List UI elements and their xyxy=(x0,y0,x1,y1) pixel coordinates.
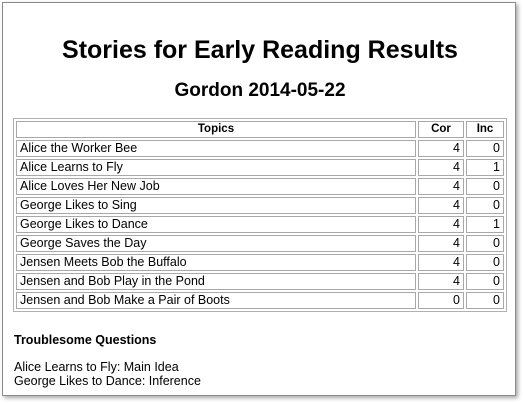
cor-cell: 4 xyxy=(418,254,464,271)
student-date-subtitle: Gordon 2014-05-22 xyxy=(174,80,346,101)
topic-cell: Jensen and Bob Play in the Pond xyxy=(16,273,416,290)
table-row xyxy=(16,235,504,252)
troublesome-questions-list xyxy=(14,360,201,388)
troublesome-questions-heading: Troublesome Questions xyxy=(14,333,157,347)
cor-cell: 4 xyxy=(418,273,464,290)
column-header-inc: Inc xyxy=(466,121,504,138)
topic-cell: Jensen Meets Bob the Buffalo xyxy=(16,254,416,271)
page-title: Stories for Early Reading Results xyxy=(62,36,458,64)
cor-cell: 4 xyxy=(418,216,464,233)
topic-cell: George Likes to Sing xyxy=(16,197,416,214)
topic-cell: George Likes to Dance xyxy=(16,216,416,233)
topic-cell: Alice the Worker Bee xyxy=(16,140,416,157)
inc-cell: 0 xyxy=(466,254,504,271)
cor-cell: 4 xyxy=(418,178,464,195)
inc-cell: 1 xyxy=(466,159,504,176)
table-row xyxy=(16,273,504,290)
inc-cell: 0 xyxy=(466,140,504,157)
topic-cell: Jensen and Bob Make a Pair of Boots xyxy=(16,292,416,309)
results-table xyxy=(13,118,507,312)
inc-cell: 0 xyxy=(466,273,504,290)
inc-cell: 0 xyxy=(466,235,504,252)
inc-cell: 1 xyxy=(466,216,504,233)
column-header-cor: Cor xyxy=(418,121,464,138)
cor-cell: 4 xyxy=(418,235,464,252)
topic-cell: George Saves the Day xyxy=(16,235,416,252)
table-header-row xyxy=(16,121,504,138)
list-item: Alice Learns to Fly: Main Idea xyxy=(14,360,179,374)
cor-cell: 4 xyxy=(418,197,464,214)
table-row xyxy=(16,140,504,157)
topic-cell: Alice Learns to Fly xyxy=(16,159,416,176)
table-row xyxy=(16,178,504,195)
results-window xyxy=(2,2,516,396)
column-header-topics: Topics xyxy=(16,121,416,138)
cor-cell: 0 xyxy=(418,292,464,309)
cor-cell: 4 xyxy=(418,140,464,157)
table-row xyxy=(16,254,504,271)
table-row xyxy=(16,197,504,214)
list-item: George Likes to Dance: Inference xyxy=(14,374,201,388)
inc-cell: 0 xyxy=(466,292,504,309)
table-row xyxy=(16,216,504,233)
topic-cell: Alice Loves Her New Job xyxy=(16,178,416,195)
inc-cell: 0 xyxy=(466,197,504,214)
cor-cell: 4 xyxy=(418,159,464,176)
inc-cell: 0 xyxy=(466,178,504,195)
table-row xyxy=(16,159,504,176)
table-row xyxy=(16,292,504,309)
